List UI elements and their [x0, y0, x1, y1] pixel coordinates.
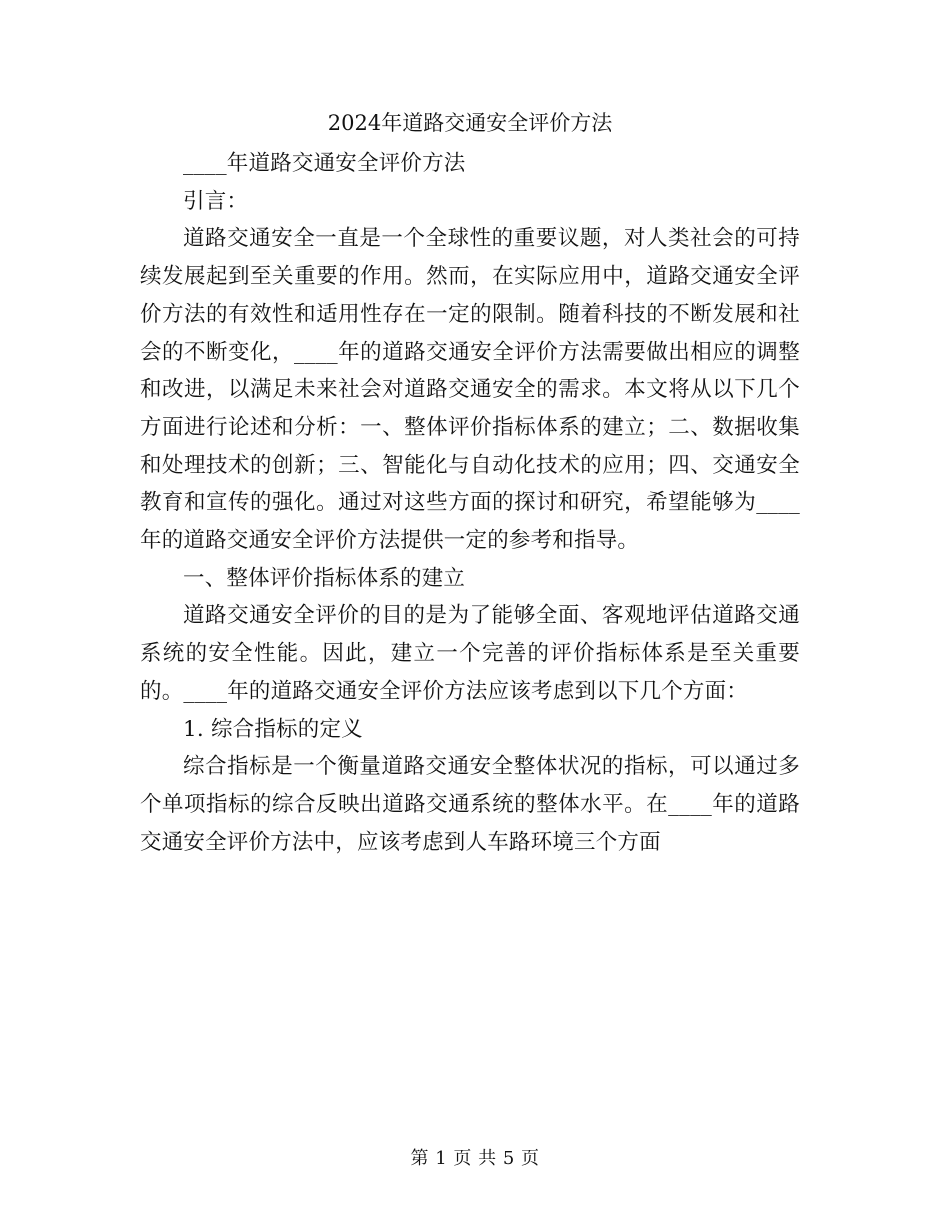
- section-heading-1: 一、整体评价指标体系的建立: [183, 565, 466, 591]
- subsection-1-paragraph: 综合指标是一个衡量道路交通安全整体状况的指标，可以通过多个单项指标的综合反映出道路交通系统的整体水平。在____年的道路交通安全评价方法中，应该考虑到人车路环境三个方面: [140, 754, 800, 855]
- document-body: [140, 101, 800, 861]
- subtitle-line: ____年道路交通安全评价方法: [183, 151, 466, 176]
- page-number-footer: 第 1 页 共 5 页: [410, 1148, 540, 1169]
- intro-paragraph: 道路交通安全一直是一个全球性的重要议题，对人类社会的可持续发展起到至关重要的作用。然而，在实际应用中，道路交通安全评价方法的有效性和适用性存在一定的限制。随着科技的不断发展和社会的不断变化，____年的道路交通安全评价方法需要做出相应的调整和改进，以满足未来社会对道路交通安全的需求。本文将从以下几个方面进行论述和分析：一、整体评价指标体系的建立；二、数据收集和处理技术的创新；三、智能化与自动化技术的应用；四、交通安全教育和宣传的强化。通过对这些方面的探讨和研究，希望能够为____年的道路交通安全评价方法提供一定的参考和指导。: [140, 226, 800, 554]
- document-title: 2024年道路交通安全评价方法: [327, 111, 613, 135]
- intro-heading: 引言：: [183, 188, 249, 214]
- subsection-heading-1: 1. 综合指标的定义: [183, 716, 363, 742]
- section-1-paragraph: 道路交通安全评价的目的是为了能够全面、客观地评估道路交通系统的安全性能。因此，建立一个完善的评价指标体系是至关重要的。____年的道路交通安全评价方法应该考虑到以下几个方面：: [140, 603, 800, 704]
